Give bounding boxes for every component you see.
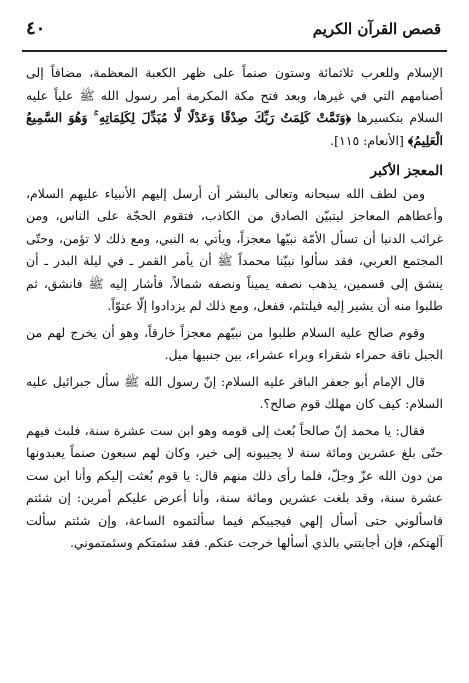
paragraph-2: ومن لطف الله سبحانه وتعالى بالبشر أن أرسل إليهم الأنبياء عليهم السلام، وأعطاهم المعاجز ليتبيّن الصادق من الكاذب، فتقوم الحجّة على الناس، ومن غرائب الدنيا أن تسأل الأمّة نبيّها معجزاً، ويأتي به النبي، ومع ذلك لا تؤمن، وحتّى المجتمع العربي، فقد سألوا نبيّنا محمداً ﷺ أن يأمر القمر ـ في ليلة البدر ـ أن ينشق إلى قسمين، يذهب نصفه يميناً ونصفه شمالاً، فأشار إليه ﷺ فانشق، ثم طلبوا منه أن يشير إليه فيلتئم، ففعل، ومع ذلك لم يزدادوا إلّا عتوّاً. — [26, 185, 443, 313]
page-header — [22, 18, 447, 52]
paragraph-4: قال الإمام أبو جعفر الباقر عليه السلام: إنّ رسول الله ﷺ سأل جبرائيل عليه السلام: كيف كان مهلك قوم صالح؟. — [26, 373, 443, 411]
paragraph-3: وقوم صالح عليه السلام طلبوا من نبيّهم معجزاً خارقاً، وهو أن يخرج لهم من الجبل ناقة حمراء شقراء وبراء عشراء، بين جنبيها ميل. — [26, 324, 443, 362]
section-heading: المعجز الأكبر — [370, 163, 443, 179]
page-body — [26, 62, 443, 555]
paragraph-1 — [26, 62, 443, 152]
paragraph-1-text: الإسلام وللعرب ثلاثمائة وستون صنماً على ظهر الكعبة المعظمة، مضافاً إلى أصنامهم التي في غيرها، وبعد فتح مكة المكرمة أمر رسول الله ﷺ علياً عليه السلام بتكسيرها — [26, 65, 443, 125]
page-number: ٤٠ — [26, 18, 46, 39]
paragraph-5: فقال: يا محمد إنّ صالحاً بُعث إلى قومه وهو ابن ست عشرة سنة، فلبث فيهم حتّى بلغ عشرين ومائة سنة لا يجيبونه إلى خير، وكان لهم سبعون صنماً يعبدونها من دون الله عزّ وجلّ، فلما رأى ذلك منهم قال: يا قوم بُعثت إليكم وأنا ابن ست عشرة سنة، وقد بلغت عشرين ومائة سنة، وأنا أعرض عليكم أمرين: إن شئتم فاسألوني حتى أسأل إلهي فيجيبكم فيما سألتموه الساعة، وإن شئتم سألت آلهتكم، فإن أجابتني بالذي أسألها خرجت عنكم. فقد سئمتكم وسئمتموني. — [26, 422, 443, 550]
book-title: قصص القرآن الكريم — [312, 20, 441, 38]
quran-verse: ﴿وَتَمَّتْ كَلِمَتُ رَبِّكَ صِدْقًا وَعَدْلًا لَّا مُبَدِّلَ لِكَلِمَاتِهِ ۚ وَهُوَ السَّمِيعُ الْعَلِيمُ﴾ — [26, 110, 443, 148]
verse-reference: [الأنعام: ١١٥]. — [330, 132, 404, 148]
